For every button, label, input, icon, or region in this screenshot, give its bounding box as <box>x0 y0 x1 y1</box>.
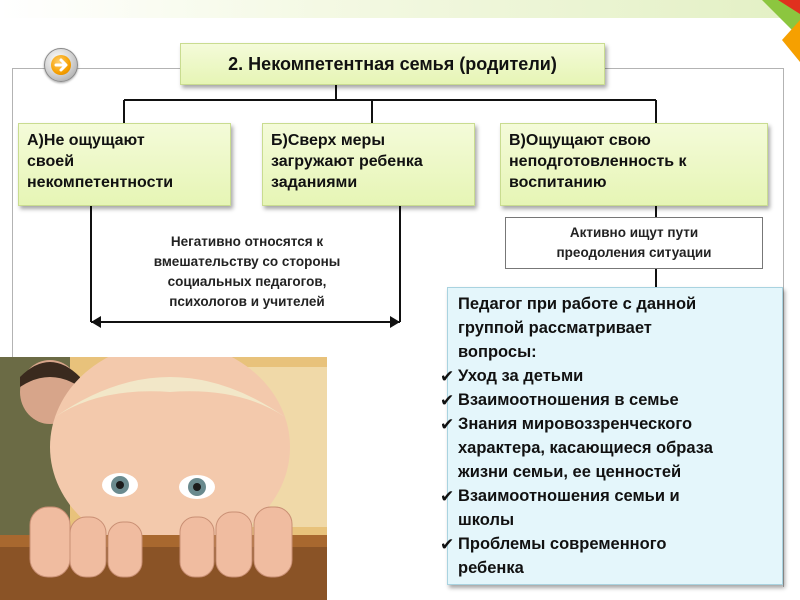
list-item-line: Взаимоотношения семьи и <box>458 487 680 505</box>
checkmark-icon: ✔ <box>440 487 455 506</box>
list-item <box>440 388 776 412</box>
negative-note-line: вмешательству со стороны <box>153 254 341 269</box>
list-item-line: Знания мировоззренческого <box>458 415 693 433</box>
panel-intro-line: Педагог при работе с данной <box>458 295 697 313</box>
negative-note-line: социальных педагогов, <box>167 274 327 289</box>
panel-intro-line: вопросы: <box>458 343 537 361</box>
list-item-line: жизни семьи, ее ценностей <box>458 463 682 481</box>
list-item-line: Проблемы современного <box>458 535 667 553</box>
negative-note-line: психологов и учителей <box>169 294 325 309</box>
negative-note-line: Негативно относятся к <box>170 234 324 249</box>
panel-intro <box>458 292 776 364</box>
list-item-line: школы <box>458 511 515 529</box>
list-item <box>440 532 776 580</box>
branch-c-line: неподготовленность к <box>509 153 687 170</box>
branch-c-line: В)Ощущают свою <box>509 132 651 149</box>
active-note <box>505 217 763 269</box>
branch-a-line: некомпетентности <box>27 174 174 191</box>
branch-a-line: своей <box>27 153 75 170</box>
panel-intro-line: группой рассматривает <box>458 319 652 337</box>
list-item-line: характера, касающиеся образа <box>458 439 713 457</box>
list-item <box>440 412 776 484</box>
checkmark-icon: ✔ <box>440 391 455 410</box>
list-item <box>440 484 776 532</box>
checkmark-icon: ✔ <box>440 415 455 434</box>
branch-a <box>18 123 231 206</box>
branch-c <box>500 123 768 206</box>
branch-a-line: А)Не ощущают <box>27 132 145 149</box>
branch-b-line: загружают ребенка <box>271 153 423 170</box>
negative-note <box>118 232 376 320</box>
checkmark-icon: ✔ <box>440 535 455 554</box>
teacher-questions-panel <box>440 287 783 585</box>
diagram-title: 2. Некомпетентная семья (родители) <box>180 43 605 85</box>
branch-b <box>262 123 475 206</box>
active-note-line: Активно ищут пути <box>569 225 699 240</box>
list-item <box>440 364 776 388</box>
checkmark-icon: ✔ <box>440 367 455 386</box>
list-item-line: Уход за детьми <box>458 367 584 385</box>
active-note-line: преодоления ситуации <box>556 245 712 260</box>
branch-c-line: воспитанию <box>509 174 607 191</box>
list-item-line: ребенка <box>458 559 524 577</box>
child-photo <box>0 357 327 600</box>
branch-b-line: заданиями <box>271 174 358 191</box>
list-item-line: Взаимоотношения в семье <box>458 391 679 409</box>
branch-b-line: Б)Сверх меры <box>271 132 385 149</box>
